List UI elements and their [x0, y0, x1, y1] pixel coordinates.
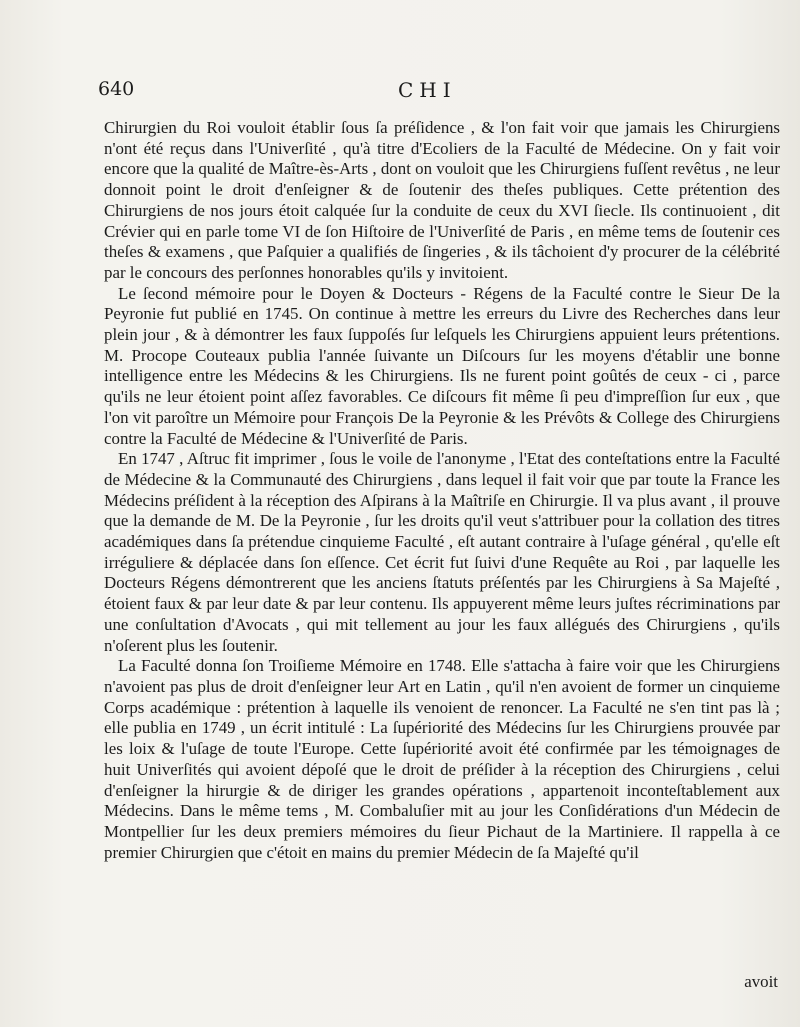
running-title: CHI — [398, 78, 457, 102]
body-text — [104, 118, 780, 863]
paragraph-3: En 1747 , Aſtruc fit imprimer , ſous le voile de l'anonyme , l'Etat des conteſtations entre la Faculté de Médecine & la Communauté des Chirurgiens , dans lequel il fait voir que par toute la France les Médecins préſident à la réception des Aſpirans à la Maîtriſe en Chirurgie. Il va plus avant , il prouve que la demande de M. De la Peyronie , ſur les droits qu'il veut s'attribuer pour la collation des titres académiques dans ſa prétendue cinquieme Faculté , eſt autant contraire à l'uſage général , qu'elle eſt irréguliere & déplacée dans ſon eſſence. Cet écrit fut ſuivi d'une Requête au Roi , par laquelle les Docteurs Régens démontrerent que les anciens ſtatuts préſentés par les Chirurgiens à Sa Majeſté , étoient faux & par leur date & par leur contenu. Ils appuyerent même leurs juſtes récriminations par une conſultation d'Avocats , qui mit tellement au jour les faux allégués des Chirurgiens , qu'ils n'oſerent plus les ſoutenir. — [104, 449, 780, 655]
page-number: 640 — [98, 78, 135, 100]
paragraph-4: La Faculté donna ſon Troiſieme Mémoire en 1748. Elle s'attacha à faire voir que les Chirurgiens n'avoient pas plus de droit d'enſeigner leur Art en Latin , qu'il n'en avoient de former un cinquieme Corps académique : prétention à laquelle ils venoient de renoncer. La Faculté ne s'en tint pas là ; elle publia en 1749 , un écrit intitulé : La ſupériorité des Médecins ſur les Chirurgiens prouvée par les loix & l'uſage de toute l'Europe. Cette ſupériorité avoit été confirmée par les témoignages de huit Univerſités qui avoient dépoſé que le droit de préſider à la réception des Chirurgiens , celui d'enſeigner la hirurgie & de diriger les grandes opérations , appartenoit inconteſtablement aux Médecins. Dans le même tems , M. Combaluſier mit au jour les Conſidérations d'un Médecin de Montpellier ſur les deux premiers mémoires du ſieur Pichaut de la Martiniere. Il rappella à ce premier Chirurgien que c'étoit en mains du premier Médecin de ſa Majeſté qu'il — [104, 656, 780, 862]
catchword: avoit — [744, 972, 778, 991]
paragraph-2: Le ſecond mémoire pour le Doyen & Docteurs - Régens de la Faculté contre le Sieur De la Peyronie fut publié en 1745. On continue à mettre les erreurs du Livre des Recherches dans leur plein jour , & à démontrer les faux ſuppoſés ſur leſquels les Chirurgiens appuient leurs prétentions. M. Procope Couteaux publia l'année ſuivante un Diſcours ſur les moyens d'établir une bonne intelligence entre les Médecins & les Chirurgiens. Ils ne furent point goûtés de ceux - ci , parce qu'ils ne leur étoient point aſſez favorables. Ce diſcours fit même ſi peu d'impreſſion ſur eux , que l'on vit paroître un Mémoire pour François De la Peyronie & les Prévôts & College des Chirurgiens contre la Faculté de Médecine & l'Univerſité de Paris. — [104, 283, 780, 448]
page-header — [98, 78, 778, 108]
paragraph-1: Chirurgien du Roi vouloit établir ſous ſa préſidence , & l'on fait voir que jamais les Chirurgiens n'ont été reçus dans l'Univerſité , qu'à titre d'Ecoliers de la Faculté de Médecine. On y fait voir encore que la qualité de Maître-ès-Arts , dont on vouloit que les Chirurgiens fuſſent revêtus , ne leur donnoit point le droit d'enſeigner & de ſoutenir des theſes publiques. Cette prétention des Chirurgiens de nos jours étoit calquée ſur la conduite de ceux du XVI ſiecle. Ils continuoient , dit Crévier qui en parle tome VI de ſon Hiſtoire de l'Univerſité de Paris , en même tems de ſoutenir ces theſes & examens , que Paſquier a qualifiés de ſingeries , & ils tâchoient d'y procurer de la célébrité par le concours des perſonnes honorables qu'ils y invitoient. — [104, 118, 780, 282]
